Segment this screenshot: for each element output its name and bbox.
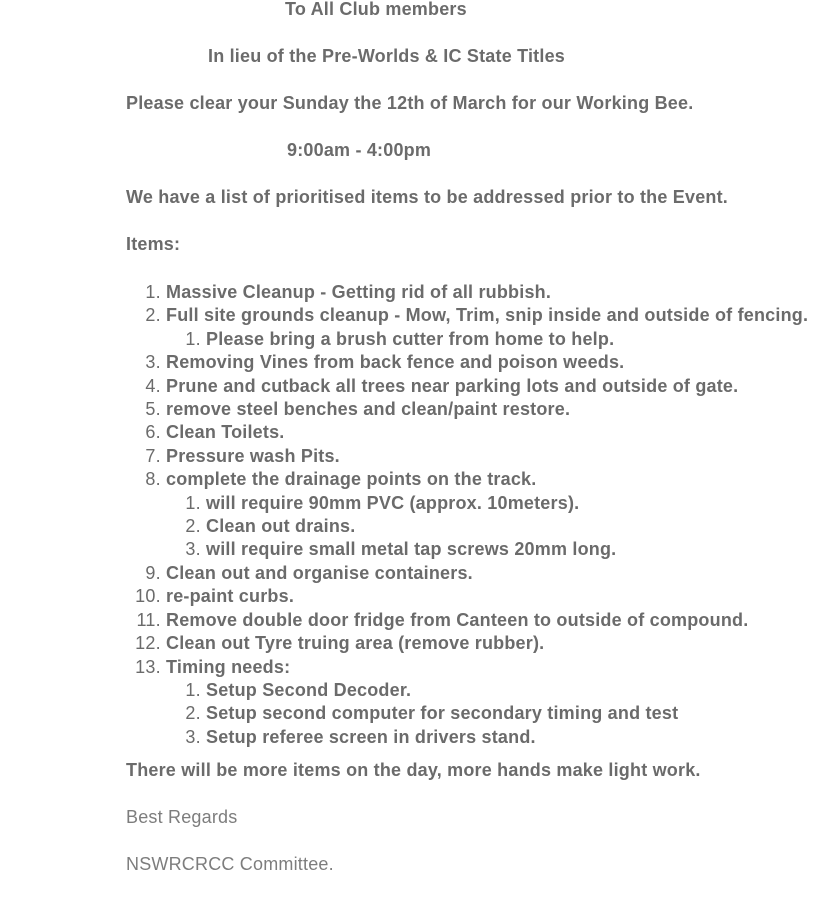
sub-list-item-text: Setup referee screen in drivers stand. xyxy=(206,726,536,747)
list-item xyxy=(166,562,811,585)
in-lieu-line: In lieu of the Pre-Worlds & IC State Titles xyxy=(208,46,565,66)
sub-list xyxy=(166,328,811,351)
sub-list-item-text: Please bring a brush cutter from home to help. xyxy=(206,328,615,349)
signature-line: NSWRCRCC Committee. xyxy=(126,854,334,875)
sub-list-item-text: Setup second computer for secondary timing and test xyxy=(206,703,679,724)
list-item xyxy=(166,609,811,632)
list-item-text: re-paint curbs. xyxy=(166,586,295,607)
list-item-text: Clean Toilets. xyxy=(166,422,285,443)
list-item-text: Full site grounds cleanup - Mow, Trim, snip inside and outside of fencing. xyxy=(166,305,809,326)
list-item-text: Clean out Tyre truing area (remove rubber). xyxy=(166,633,545,654)
sub-list-item xyxy=(206,515,811,538)
prioritised-items-line: We have a list of prioritised items to be addressed prior to the Event. xyxy=(126,187,729,207)
sub-list-item xyxy=(206,679,811,702)
time-range-line: 9:00am - 4:00pm xyxy=(287,140,432,160)
sub-list-item xyxy=(206,328,811,351)
list-item xyxy=(166,468,811,562)
list-item-text: Massive Cleanup - Getting rid of all rubbish. xyxy=(166,282,552,302)
list-item-text: Remove double door fridge from Canteen to outside of compound. xyxy=(166,609,749,630)
list-item-text: Clean out and organise containers. xyxy=(166,562,473,583)
sub-list-item-text: will require 90mm PVC (approx. 10meters). xyxy=(206,492,580,513)
to-all-members-line: To All Club members xyxy=(285,0,467,19)
list-item xyxy=(166,585,811,608)
list-item xyxy=(166,375,811,398)
list-item-text: complete the drainage points on the track. xyxy=(166,469,537,490)
sub-list-item-text: will require small metal tap screws 20mm long. xyxy=(206,539,617,560)
more-items-line: There will be more items on the day, more hands make light work. xyxy=(126,760,701,781)
list-item xyxy=(166,632,811,655)
list-item xyxy=(166,656,811,750)
items-list xyxy=(126,281,811,749)
sub-list-item xyxy=(206,492,811,515)
sub-list-item-text: Clean out drains. xyxy=(206,516,356,537)
list-item-text: Removing Vines from back fence and poison weeds. xyxy=(166,352,625,373)
list-item-text: remove steel benches and clean/paint restore. xyxy=(166,399,571,420)
items-heading: Items: xyxy=(126,234,181,254)
list-item xyxy=(166,304,811,351)
list-item-text: Prune and cutback all trees near parking lots and outside of gate. xyxy=(166,375,739,396)
list-item xyxy=(166,281,811,304)
sub-list xyxy=(166,679,811,749)
signoff-line: Best Regards xyxy=(126,807,238,828)
sub-list xyxy=(166,492,811,562)
list-item-text: Timing needs: xyxy=(166,656,291,677)
clear-sunday-line: Please clear your Sunday the 12th of March for our Working Bee. xyxy=(126,93,694,113)
list-item xyxy=(166,351,811,374)
list-item xyxy=(166,421,811,444)
sub-list-item-text: Setup Second Decoder. xyxy=(206,679,412,700)
list-item-text: Pressure wash Pits. xyxy=(166,445,340,466)
list-item xyxy=(166,445,811,468)
sub-list-item xyxy=(206,726,811,749)
list-item xyxy=(166,398,811,421)
sub-list-item xyxy=(206,702,811,725)
sub-list-item xyxy=(206,538,811,561)
